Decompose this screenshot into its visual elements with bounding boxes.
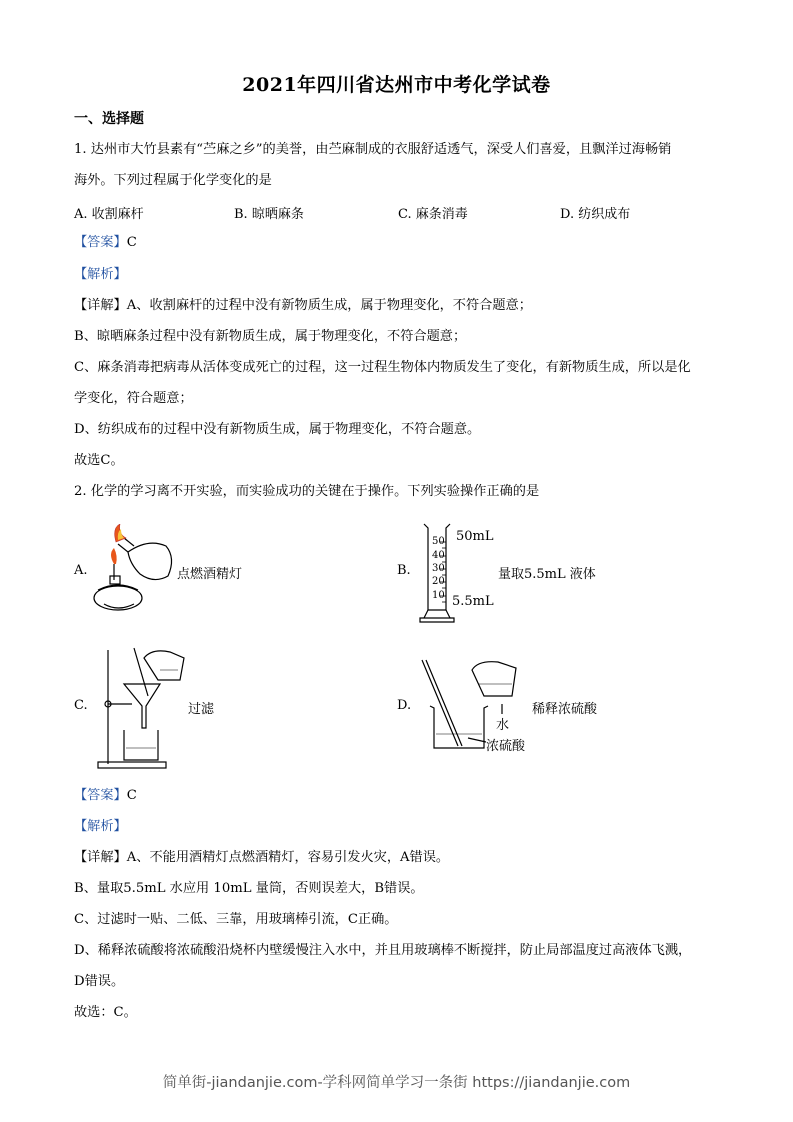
filtration-figure xyxy=(96,644,188,772)
detail-tag: 【详解】 xyxy=(74,298,127,313)
q1-option-b: B. 晾晒麻条 xyxy=(234,207,304,222)
q2-detail-line-2: B、量取5.5mL 水应用 10mL 量筒，否则误差大，B错误。 xyxy=(74,881,424,896)
answer-tag: 【答案】 xyxy=(74,235,127,250)
cylinder-tick-50: 50 xyxy=(432,536,445,547)
detail-text: A、收割麻杆的过程中没有新物质生成，属于物理变化，不符合题意； xyxy=(126,298,532,313)
q1-option-d: D. 纺织成布 xyxy=(560,207,631,222)
q1-answer xyxy=(74,234,137,252)
q2-option-a-letter: A. xyxy=(74,563,88,578)
q2-detail-line-1 xyxy=(74,849,449,867)
q2-option-a-caption: 点燃酒精灯 xyxy=(177,567,243,582)
q2-answer xyxy=(74,787,137,805)
answer-value: C xyxy=(126,788,137,803)
q2-detail-line-5: D错误。 xyxy=(74,974,125,989)
q1-detail-line-5: D、纺织成布的过程中没有新物质生成，属于物理变化，不符合题意。 xyxy=(74,422,481,437)
cylinder-bottom-label: 5.5mL xyxy=(452,594,494,609)
alcohol-lamp-figure xyxy=(90,524,180,620)
q2-conclusion: 故选：C。 xyxy=(74,1005,137,1020)
dilution-water-label: 水 xyxy=(496,718,510,733)
q1-conclusion: 故选C。 xyxy=(74,453,124,468)
detail-tag: 【详解】 xyxy=(74,850,127,865)
dilution-acid-label: 浓硫酸 xyxy=(486,739,526,754)
answer-value: C xyxy=(126,235,137,250)
q2-option-d-caption: 稀释浓硫酸 xyxy=(532,702,598,717)
q2-option-b-caption: 量取5.5mL 液体 xyxy=(498,567,596,582)
q1-stem-line-2: 海外。下列过程属于化学变化的是 xyxy=(74,173,272,188)
q1-detail-line-2: B、晾晒麻条过程中没有新物质生成，属于物理变化，不符合题意； xyxy=(74,329,467,344)
q2-option-c-letter: C. xyxy=(74,698,88,713)
cylinder-tick-40: 40 xyxy=(432,550,445,561)
q1-stem-line-1: 1. 达州市大竹县素有“苎麻之乡”的美誉，由苎麻制成的衣服舒适透气，深受人们喜爱，且飘洋过海畅销 xyxy=(74,142,672,157)
q2-option-b-letter: B. xyxy=(397,563,411,578)
page-footer: 简单街-jiandanjie.com-学科网简单学习一条街 https://jiandanjie.com xyxy=(162,1075,631,1091)
page-title: 2021年四川省达州市中考化学试卷 xyxy=(242,74,551,96)
answer-tag: 【答案】 xyxy=(74,788,127,803)
q2-option-c-caption: 过滤 xyxy=(188,702,215,717)
detail-text: A、不能用酒精灯点燃酒精灯，容易引发火灾，A错误。 xyxy=(126,850,450,865)
cylinder-tick-20: 20 xyxy=(432,576,445,587)
cylinder-tick-10: 10 xyxy=(432,590,445,601)
cylinder-tick-30: 30 xyxy=(432,563,445,574)
q1-detail-line-1 xyxy=(74,297,532,315)
q2-detail-line-4: D、稀释浓硫酸将浓硫酸沿烧杯内壁缓慢注入水中，并且用玻璃棒不断搅拌，防止局部温度过高液体飞溅， xyxy=(74,943,692,958)
section-heading: 一、选择题 xyxy=(74,111,144,127)
q2-stem: 2. 化学的学习离不开实验，而实验成功的关键在于操作。下列实验操作正确的是 xyxy=(74,484,540,499)
q1-analysis-tag: 【解析】 xyxy=(74,267,127,282)
q1-detail-line-3: C、麻条消毒把病毒从活体变成死亡的过程，这一过程生物体内物质发生了变化，有新物质生成，所以是化 xyxy=(74,360,691,375)
cylinder-top-label: 50mL xyxy=(456,529,494,544)
q1-option-a: A. 收割麻杆 xyxy=(74,207,144,222)
q1-option-c: C. 麻条消毒 xyxy=(398,207,468,222)
q1-detail-line-4: 学变化，符合题意； xyxy=(74,391,193,406)
q2-analysis-tag: 【解析】 xyxy=(74,819,127,834)
q2-option-d-letter: D. xyxy=(397,698,412,713)
q2-detail-line-3: C、过滤时一贴、二低、三靠，用玻璃棒引流，C正确。 xyxy=(74,912,398,927)
